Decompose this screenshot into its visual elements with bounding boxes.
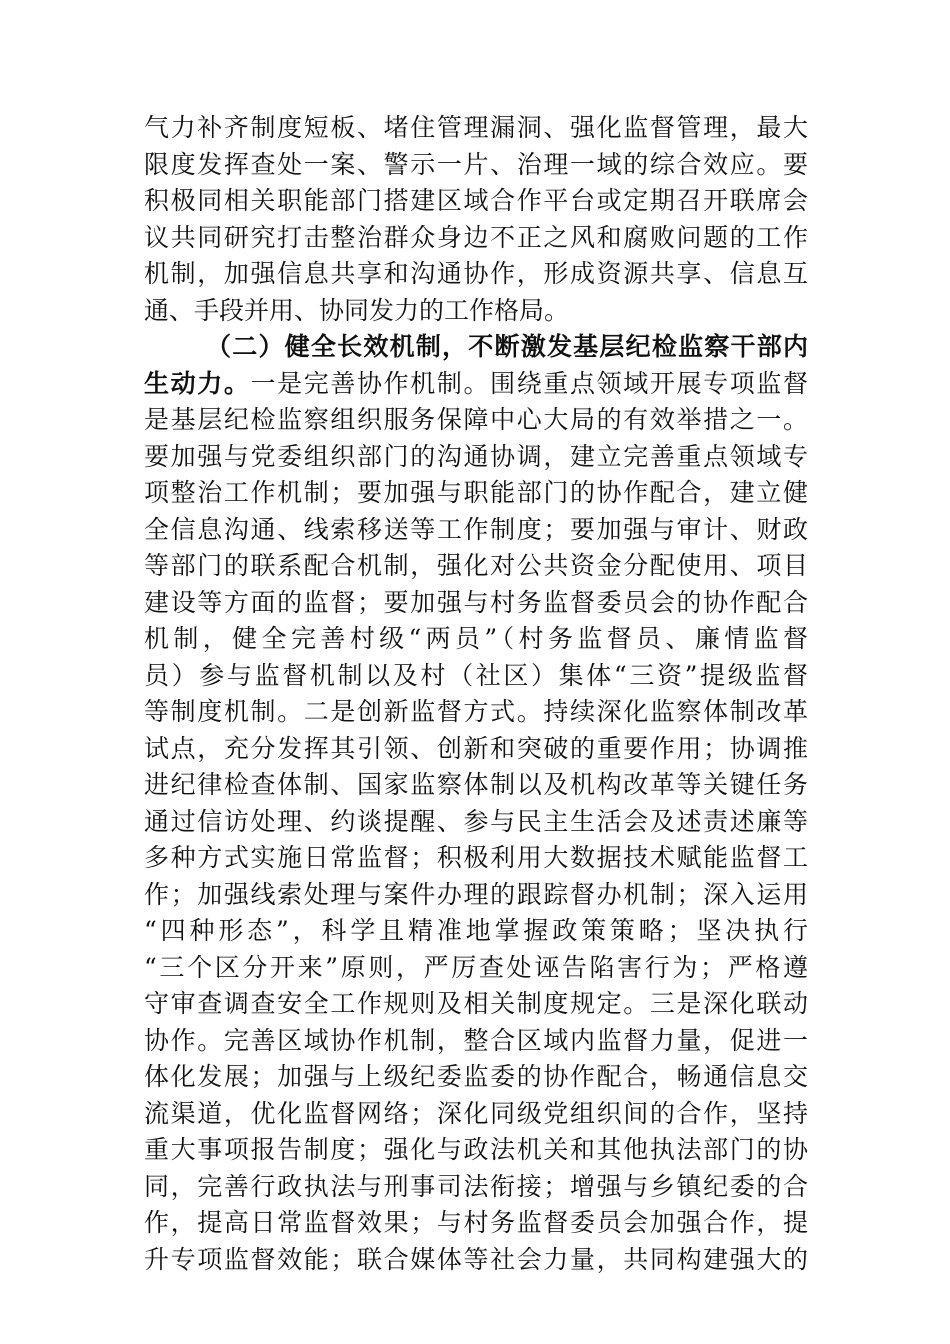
- section-heading-continuation: [144, 366, 808, 403]
- paragraph-line: “四种形态”，科学且精准地掌握政策策略；坚决执行: [144, 916, 808, 945]
- paragraph-line: 等部门的联系配合机制，强化对公共资金分配使用、项目: [144, 551, 808, 580]
- paragraph-line: 守审查调查安全工作规则及相关制度规定。三是深化联动: [144, 989, 808, 1018]
- paragraph-line: 机制，加强信息共享和沟通协作，形成资源共享、信息互: [144, 259, 808, 288]
- paragraph-text: 一是完善协作机制。围绕重点领域开展专项监督: [250, 368, 808, 398]
- paragraph-line: 升专项监督效能；联合媒体等社会力量，共同构建强大的: [144, 1244, 808, 1274]
- paragraph-line: 作，提高日常监督效果；与村务监督委员会加强合作，提: [144, 1208, 808, 1237]
- paragraph-line: 体化发展；加强与上级纪委监委的协作配合，畅通信息交: [144, 1062, 808, 1091]
- paragraph-line: 员）参与监督机制以及村（社区）集体“三资”提级监督: [144, 660, 808, 690]
- paragraph-line: 限度发挥查处一案、警示一片、治理一域的综合效应。要: [144, 149, 808, 179]
- paragraph-line: 作；加强线索处理与案件办理的跟踪督办机制；深入运用: [144, 879, 808, 909]
- section-heading: （二）健全长效机制，不断激发基层纪检监察干部内: [206, 332, 808, 361]
- document-body: [144, 110, 808, 1278]
- paragraph-line: 气力补齐制度短板、堵住管理漏洞、强化监督管理，最大: [144, 113, 808, 142]
- paragraph-line: 协作。完善区域协作机制，整合区域内监督力量，促进一: [144, 1025, 808, 1055]
- paragraph-line: 是基层纪检监察组织服务保障中心大局的有效举措之一。: [144, 405, 808, 434]
- paragraph-line: 建设等方面的监督；要加强与村务监督委员会的协作配合: [144, 587, 808, 617]
- paragraph-line: 议共同研究打击整治群众身边不正之风和腐败问题的工作: [144, 222, 808, 252]
- section-heading-tail: 生动力。: [144, 368, 251, 398]
- paragraph-line: 要加强与党委组织部门的沟通协调，建立完善重点领域专: [144, 441, 808, 471]
- paragraph-line: 项整治工作机制；要加强与职能部门的协作配合，建立健: [144, 478, 808, 507]
- paragraph-line: 流渠道，优化监督网络；深化同级党组织间的合作，坚持: [144, 1098, 808, 1128]
- paragraph-line: 机制，健全完善村级“两员”（村务监督员、廉情监督: [144, 624, 808, 653]
- paragraph-line: 进纪律检查体制、国家监察体制以及机构改革等关键任务: [144, 770, 808, 799]
- paragraph-line: 全信息沟通、线索移送等工作制度；要加强与审计、财政: [144, 514, 808, 544]
- paragraph-line: 多种方式实施日常监督；积极利用大数据技术赋能监督工: [144, 843, 808, 872]
- paragraph-line: “三个区分开来”原则，严厉查处诬告陷害行为；严格遵: [144, 952, 808, 982]
- paragraph-line: 通过信访处理、约谈提醒、参与民主生活会及述责述廉等: [144, 806, 808, 836]
- paragraph-line: 试点，充分发挥其引领、创新和突破的重要作用；协调推: [144, 733, 808, 763]
- paragraph-line: 积极同相关职能部门搭建区域合作平台或定期召开联席会: [144, 186, 808, 215]
- paragraph-line: 等制度机制。二是创新监督方式。持续深化监察体制改革: [144, 697, 808, 726]
- paragraph-line: 通、手段并用、协同发力的工作格局。: [144, 295, 570, 325]
- paragraph-line: 同，完善行政执法与刑事司法衔接；增强与乡镇纪委的合: [144, 1171, 808, 1201]
- paragraph-line: 重大事项报告制度；强化与政法机关和其他执法部门的协: [144, 1135, 808, 1164]
